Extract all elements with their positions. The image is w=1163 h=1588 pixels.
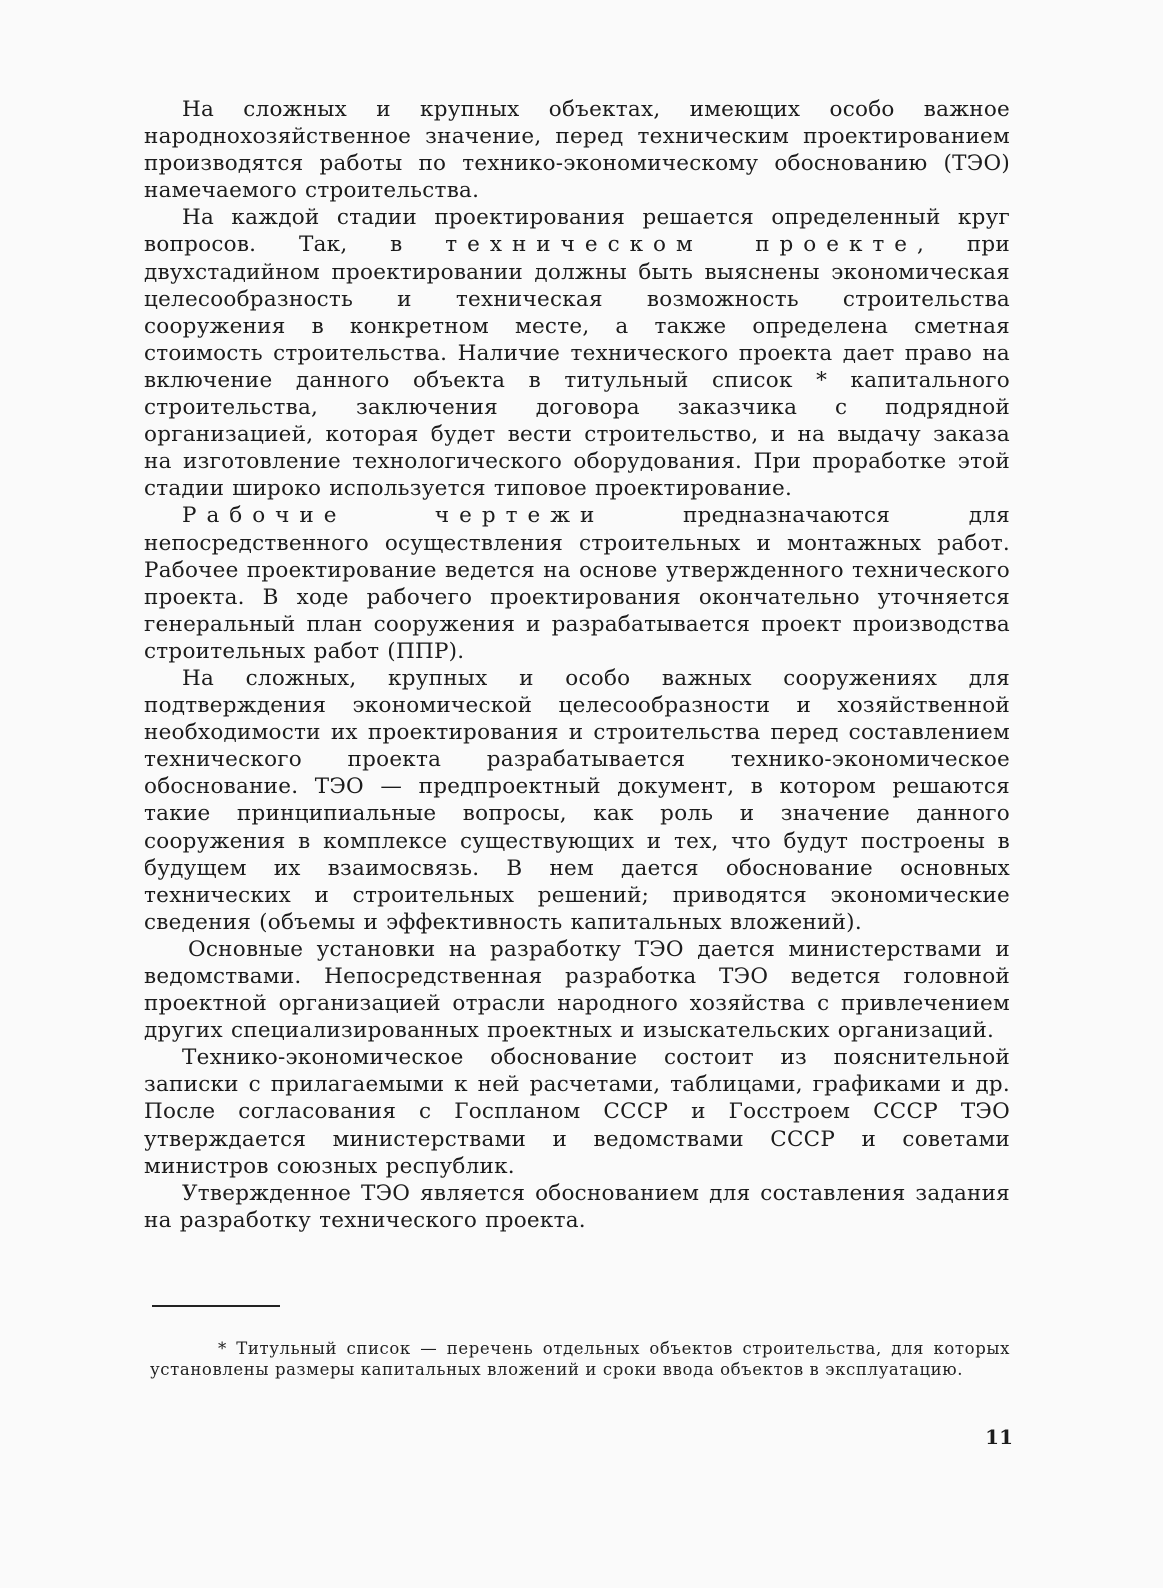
paragraph-2-body: , при двухстадийном проектировании должны быть выяснены экономическая целесообразность и техническая возможность строительства сооружения в конкретном месте, а также определена сметная стоимость строительства. Наличие технического проекта дает право на включение данного объекта в титульный список * капитального строительства, заключения договора заказчика с подрядной организацией, которая будет вести строительство, и на выдачу заказа на изготовление технологического оборудования. При проработке этой стадии широко используется типовое проектирование.	[144, 232, 1011, 502]
paragraph-4-text: На сложных, крупных и особо важных сооружениях для подтверждения экономической целесообразности и хозяйственной необходимости их проектирования и строительства перед составлением технического проекта разрабатывается технико-экономическое обоснование. ТЭО — предпроектный документ, в котором решаются такие принципиальные вопросы, как роль и значение данного сооружения в комплексе существующих и тех, что будут построены в будущем их взаимосвязь. В нем дается обоснование основных технических и строительных решений; приводятся экономические сведения (объемы и эффективность капитальных вложений).	[144, 665, 1010, 935]
paragraph-5-text: Основные установки на разработку ТЭО дается министерствами и ведомствами. Непосредственная разработка ТЭО ведется головной проектной организацией отрасли народного хозяйства с привлечением других специализированных проектных и изыскательских организаций.	[144, 936, 1010, 1044]
paragraph-1	[144, 96, 1010, 204]
paragraph-7-text: Утвержденное ТЭО является обоснованием для составления задания на разработку технического проекта.	[144, 1180, 1010, 1233]
paragraph-5	[144, 936, 1010, 1044]
body-text	[144, 96, 1010, 1234]
paragraph-6	[144, 1044, 1010, 1179]
paragraph-2	[144, 204, 1010, 502]
paragraph-3	[144, 502, 1010, 665]
page-number: 11	[985, 1425, 1013, 1449]
term-technical-project: техническом проекте	[445, 232, 918, 258]
term-working-drawings: Рабочие чертежи	[182, 503, 605, 529]
paragraph-7	[144, 1180, 1010, 1234]
paragraph-4	[144, 665, 1010, 936]
paragraph-1-text: На сложных и крупных объектах, имеющих особо важное народнохозяйственное значение, перед техническим проектированием производятся работы по технико-экономическому обоснованию (ТЭО) намечаемого строительства.	[144, 97, 1010, 204]
paragraph-2-lead: На каждой стадии проектирования решается определенный круг вопросов. Так, в	[144, 205, 1010, 258]
footnote: * Титульный список — перечень отдельных объектов строительства, для которых установлены размеры капитальных вложений и сроки ввода объектов в эксплуатацию.	[150, 1339, 1010, 1379]
footnote-divider	[152, 1305, 280, 1307]
paragraph-3-body: предназначаются для непосредственного осуществления строительных и монтажных работ. Рабочее проектирование ведется на основе утвержденного технического проекта. В ходе рабочего проектирования окончательно уточняется генеральный план сооружения и разрабатывается проект производства строительных работ (ППР).	[144, 503, 1010, 664]
paragraph-6-text: Технико-экономическое обоснование состоит из пояснительной записки с прилагаемыми к ней расчетами, таблицами, графиками и др. После согласования с Госпланом СССР и Госстроем СССР ТЭО утверждается министерствами и ведомствами СССР и советами министров союзных республик.	[144, 1045, 1010, 1179]
